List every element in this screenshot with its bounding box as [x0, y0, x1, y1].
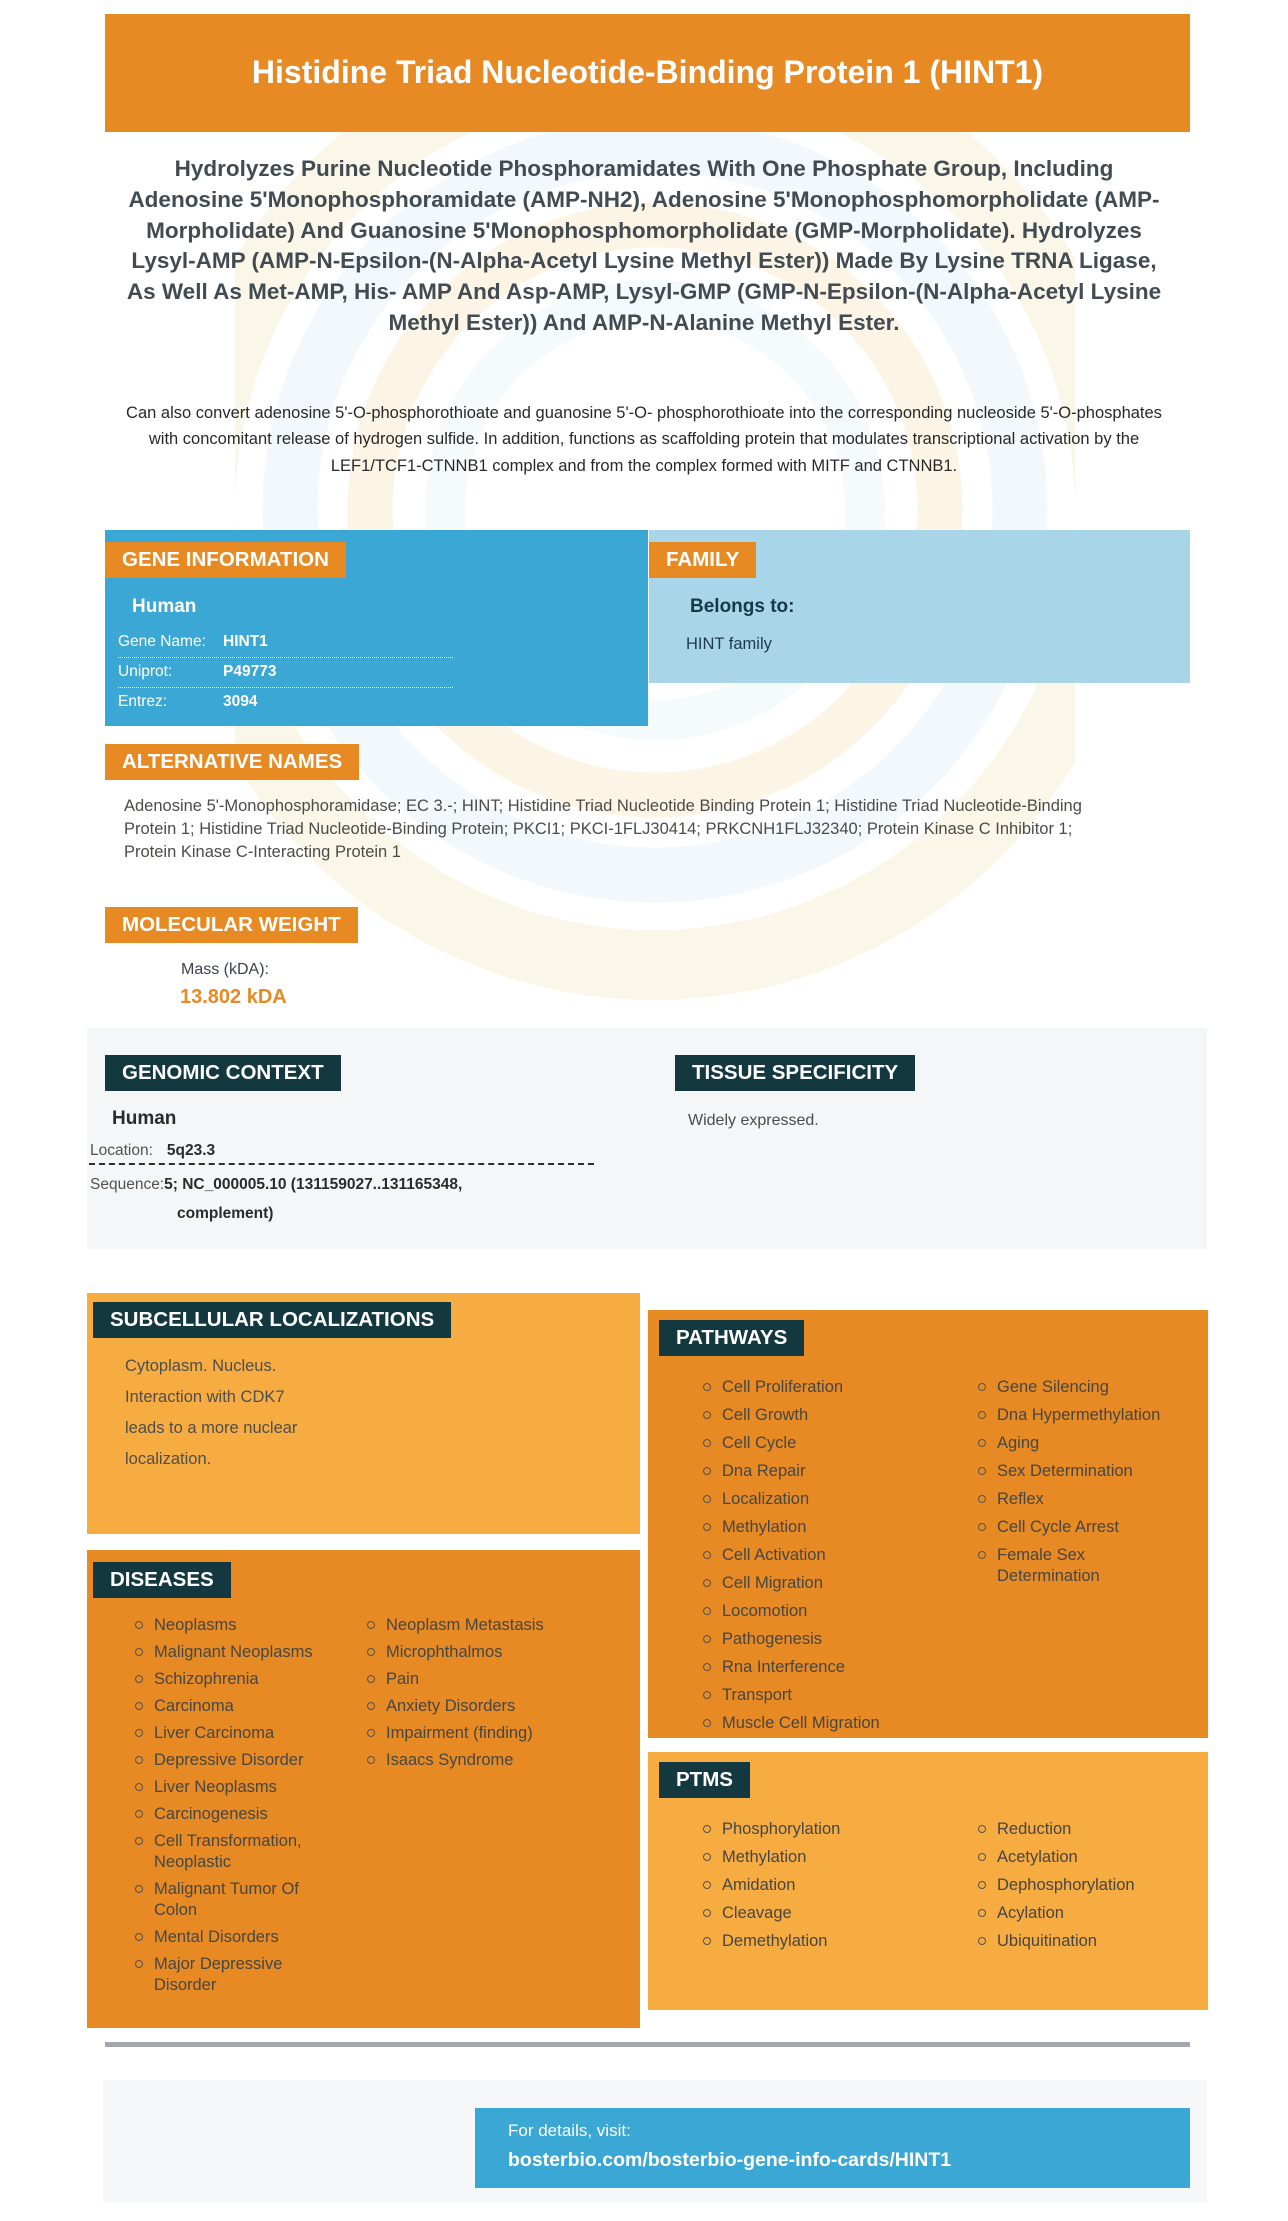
- ptms-columns: [703, 1819, 1208, 1959]
- list-item: Aging: [978, 1433, 1178, 1454]
- table-row: [118, 658, 453, 688]
- pathways-heading: PATHWAYS: [659, 1320, 804, 1356]
- bullet-icon: [703, 1937, 711, 1945]
- text-line: Cytoplasm. Nucleus.: [125, 1357, 277, 1375]
- bullet-icon: [703, 1523, 711, 1531]
- text-line: Interaction with CDK7: [125, 1388, 285, 1406]
- list-item: Amidation: [703, 1875, 930, 1896]
- gene-name-value: HINT1: [223, 633, 268, 650]
- bullet-icon: [703, 1439, 711, 1447]
- tissue-specificity-text: Widely expressed.: [688, 1112, 819, 1129]
- family-heading: FAMILY: [649, 542, 756, 578]
- list-item: Methylation: [703, 1517, 930, 1538]
- function-summary-bold: Hydrolyzes Purine Nucleotide Phosphoramidates With One Phosphate Group, Including Adenosine 5'Monophosphoramidate (AMP-NH2), Adenosine 5'Monophosphomorpholidate (AMP-Morpholidate) And Guanosine 5'Monophosphomorpholidate (GMP-Morpholidate). Hydrolyzes Lysyl-AMP (AMP-N-Epsilon-(N-Alpha-Acetyl Lysine Methyl Ester)) Made By Lysine TRNA Ligase, As Well As Met-AMP, His- AMP And Asp-AMP, Lysyl-GMP (GMP-N-Epsilon-(N-Alpha-Acetyl Lysine Methyl Ester)) And AMP-N-Alanine Methyl Ester.: [126, 156, 1162, 336]
- location-label: Location:: [90, 1142, 153, 1159]
- footer-link-box: [475, 2108, 1190, 2188]
- bullet-icon: [703, 1825, 711, 1833]
- entrez-label: Entrez:: [118, 693, 168, 710]
- bullet-icon: [135, 1756, 143, 1764]
- bullet-icon: [703, 1411, 711, 1419]
- list-item: Cell Activation: [703, 1545, 930, 1566]
- list-item: Neoplasms: [135, 1615, 327, 1636]
- family-value: HINT family: [686, 635, 772, 653]
- list-item: Transport: [703, 1685, 930, 1706]
- ptms-section: [648, 1752, 1208, 2010]
- subcellular-localizations-section: [87, 1293, 640, 1534]
- sequence-label: Sequence:: [90, 1176, 165, 1193]
- pathways-columns: [703, 1377, 1208, 1741]
- diseases-heading: DISEASES: [93, 1562, 231, 1598]
- bullet-icon: [703, 1719, 711, 1727]
- diseases-list-col1: [135, 1615, 327, 2002]
- genomic-species-label: Human: [112, 1108, 177, 1129]
- pathways-list-col1: [703, 1377, 930, 1741]
- bullet-icon: [978, 1551, 986, 1559]
- bullet-icon: [703, 1635, 711, 1643]
- tissue-specificity-heading: TISSUE SPECIFICITY: [675, 1055, 915, 1091]
- list-item: Pathogenesis: [703, 1629, 930, 1650]
- list-item: Malignant Neoplasms: [135, 1642, 327, 1663]
- family-section: [649, 530, 1190, 683]
- pathways-section: [648, 1310, 1208, 1738]
- list-item: Localization: [703, 1489, 930, 1510]
- list-item: Isaacs Syndrome: [367, 1750, 567, 1771]
- list-item: Acetylation: [978, 1847, 1178, 1868]
- bullet-icon: [703, 1607, 711, 1615]
- molecular-weight-heading: MOLECULAR WEIGHT: [105, 907, 358, 943]
- location-value: 5q23.3: [166, 1142, 216, 1159]
- diseases-columns: [135, 1615, 640, 2002]
- list-item: Acylation: [978, 1903, 1178, 1924]
- uniprot-value: P49773: [223, 663, 277, 680]
- bullet-icon: [135, 1729, 143, 1737]
- list-item: Depressive Disorder: [135, 1750, 327, 1771]
- bullet-icon: [367, 1675, 375, 1683]
- genomic-context-heading: GENOMIC CONTEXT: [105, 1055, 341, 1091]
- list-item: Reduction: [978, 1819, 1178, 1840]
- gene-name-label: Gene Name:: [118, 633, 206, 650]
- subcellular-localizations-heading: SUBCELLULAR LOCALIZATIONS: [93, 1302, 451, 1338]
- entrez-value: 3094: [223, 693, 258, 710]
- list-item: Anxiety Disorders: [367, 1696, 567, 1717]
- ptms-list-col2: [978, 1819, 1178, 1959]
- list-item: Mental Disorders: [135, 1927, 327, 1948]
- text-line: leads to a more nuclear: [125, 1419, 298, 1437]
- location-row: [90, 1142, 215, 1160]
- bullet-icon: [978, 1937, 986, 1945]
- text-line: localization.: [125, 1450, 212, 1468]
- list-item: Liver Neoplasms: [135, 1777, 327, 1798]
- alternative-names-text: Adenosine 5'-Monophosphoramidase; EC 3.-; HINT; Histidine Triad Nucleotide Binding Protein 1; Histidine Triad Nucleotide-Binding Protein 1; Histidine Triad Nucleotide-Binding Protein; PKCI1; PKCI-1FLJ30414; PRKCNH1FLJ32340; Protein Kinase C Inhibitor 1; Protein Kinase C-Interacting Protein 1: [124, 797, 1082, 861]
- subcellular-localizations-text: [125, 1351, 640, 1475]
- bullet-icon: [703, 1551, 711, 1559]
- list-item: Muscle Cell Migration: [703, 1713, 930, 1734]
- genomic-context-panel: [87, 1028, 1207, 1249]
- bullet-icon: [135, 1810, 143, 1818]
- bullet-icon: [978, 1439, 986, 1447]
- list-item: Schizophrenia: [135, 1669, 327, 1690]
- alternative-names-heading: ALTERNATIVE NAMES: [105, 744, 359, 780]
- list-item: Cell Cycle Arrest: [978, 1517, 1178, 1538]
- list-item: Ubiquitination: [978, 1931, 1178, 1952]
- bullet-icon: [978, 1825, 986, 1833]
- function-summary-detail: Can also convert adenosine 5'-O-phosphorothioate and guanosine 5'-O- phosphorothioate into the corresponding nucleoside 5'-O-phosphates with concomitant release of hydrogen sulfide. In addition, functions as scaffolding protein that modulates transcriptional activation by the LEF1/TCF1-CTNNB1 complex and from the complex formed with MITF and CTNNB1.: [126, 404, 1162, 475]
- sequence-value: 5; NC_000005.10 (131159027..131165348,: [164, 1176, 463, 1193]
- list-item: Sex Determination: [978, 1461, 1178, 1482]
- list-item: Microphthalmos: [367, 1642, 567, 1663]
- bullet-icon: [135, 1648, 143, 1656]
- list-item: Dna Hypermethylation: [978, 1405, 1178, 1426]
- list-item: Carcinogenesis: [135, 1804, 327, 1825]
- bullet-icon: [703, 1467, 711, 1475]
- ptms-heading: PTMS: [659, 1762, 750, 1798]
- mass-value: 13.802 kDA: [180, 986, 287, 1008]
- bullet-icon: [135, 1933, 143, 1941]
- list-item: Pain: [367, 1669, 567, 1690]
- bullet-icon: [367, 1702, 375, 1710]
- bullet-icon: [703, 1663, 711, 1671]
- bullet-icon: [703, 1383, 711, 1391]
- bullet-icon: [135, 1702, 143, 1710]
- diseases-list-col2: [367, 1615, 567, 2002]
- bullet-icon: [978, 1853, 986, 1861]
- sequence-row: [90, 1176, 462, 1194]
- footer-url-link[interactable]: bosterbio.com/bosterbio-gene-info-cards/HINT1: [508, 2149, 952, 2171]
- bullet-icon: [978, 1467, 986, 1475]
- bullet-icon: [703, 1853, 711, 1861]
- bullet-icon: [978, 1383, 986, 1391]
- bullet-icon: [367, 1648, 375, 1656]
- list-item: Carcinoma: [135, 1696, 327, 1717]
- bullet-icon: [978, 1495, 986, 1503]
- table-row: [118, 628, 453, 658]
- list-item: Female Sex Determination: [978, 1545, 1178, 1587]
- gene-information-section: [105, 530, 648, 726]
- belongs-to-label: Belongs to:: [690, 596, 795, 617]
- bullet-icon: [978, 1881, 986, 1889]
- bullet-icon: [703, 1909, 711, 1917]
- list-item: Liver Carcinoma: [135, 1723, 327, 1744]
- bullet-icon: [135, 1960, 143, 1968]
- list-item: Cell Migration: [703, 1573, 930, 1594]
- footer-divider: [105, 2042, 1190, 2047]
- list-item: Reflex: [978, 1489, 1178, 1510]
- title-banner: [105, 14, 1190, 132]
- list-item: Major Depressive Disorder: [135, 1954, 327, 1996]
- list-item: Cell Transformation, Neoplastic: [135, 1831, 327, 1873]
- bullet-icon: [703, 1881, 711, 1889]
- list-item: Rna Interference: [703, 1657, 930, 1678]
- list-item: Dna Repair: [703, 1461, 930, 1482]
- bullet-icon: [978, 1523, 986, 1531]
- ptms-list-col1: [703, 1819, 930, 1959]
- list-item: Neoplasm Metastasis: [367, 1615, 567, 1636]
- bullet-icon: [703, 1691, 711, 1699]
- bullet-icon: [367, 1729, 375, 1737]
- table-row: [118, 688, 453, 717]
- page-title: Histidine Triad Nucleotide-Binding Protein 1 (HINT1): [251, 54, 1044, 91]
- bullet-icon: [135, 1783, 143, 1791]
- bullet-icon: [703, 1495, 711, 1503]
- mass-label: Mass (kDA):: [181, 961, 269, 978]
- gene-species-label: Human: [132, 596, 197, 617]
- sequence-value-line2: complement): [177, 1205, 274, 1222]
- bullet-icon: [978, 1411, 986, 1419]
- list-item: Cell Cycle: [703, 1433, 930, 1454]
- uniprot-label: Uniprot:: [118, 663, 173, 680]
- list-item: Dephosphorylation: [978, 1875, 1178, 1896]
- pathways-list-col2: [978, 1377, 1178, 1741]
- footer-panel: [103, 2080, 1207, 2202]
- list-item: Locomotion: [703, 1601, 930, 1622]
- list-item: Malignant Tumor Of Colon: [135, 1879, 327, 1921]
- gene-information-heading: GENE INFORMATION: [105, 542, 346, 578]
- list-item: Phosphorylation: [703, 1819, 930, 1840]
- list-item: Cell Growth: [703, 1405, 930, 1426]
- list-item: Demethylation: [703, 1931, 930, 1952]
- list-item: Methylation: [703, 1847, 930, 1868]
- bullet-icon: [978, 1909, 986, 1917]
- bullet-icon: [367, 1756, 375, 1764]
- footer-visit-label: For details, visit:: [508, 2121, 631, 2140]
- list-item: Impairment (finding): [367, 1723, 567, 1744]
- dashed-divider: [89, 1163, 594, 1165]
- gene-info-table: [118, 628, 453, 717]
- list-item: Cell Proliferation: [703, 1377, 930, 1398]
- bullet-icon: [135, 1885, 143, 1893]
- bullet-icon: [703, 1579, 711, 1587]
- bullet-icon: [135, 1621, 143, 1629]
- bullet-icon: [135, 1837, 143, 1845]
- list-item: Gene Silencing: [978, 1377, 1178, 1398]
- list-item: Cleavage: [703, 1903, 930, 1924]
- bullet-icon: [135, 1675, 143, 1683]
- bullet-icon: [367, 1621, 375, 1629]
- diseases-section: [87, 1550, 640, 2028]
